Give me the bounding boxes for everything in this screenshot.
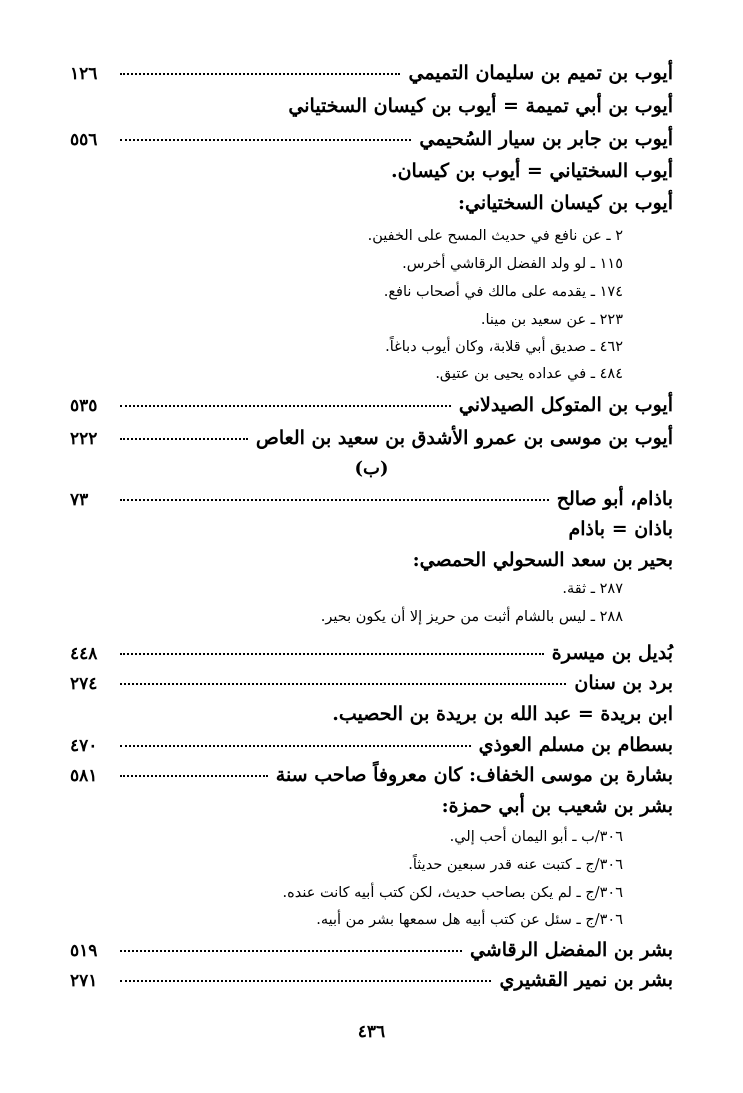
sub-entry: ١١٥ ـ لو ولد الفضل الرقاشي أخرس. xyxy=(402,256,623,272)
leader-dots xyxy=(120,653,544,655)
leader-dots xyxy=(120,775,268,777)
section-letter: (ب) xyxy=(354,458,389,479)
entry-name: برد بن سنان xyxy=(574,672,673,694)
sub-entry: ٤٨٤ ـ في عداده يحيى بن عتيق. xyxy=(435,366,623,382)
leader-dots xyxy=(120,438,248,440)
leader-dots xyxy=(120,405,451,407)
leader-dots xyxy=(120,950,462,952)
sub-entry: ٣٠٦/ج ـ لم يكن بصاحب حديث، لكن كتب أبيه كانت عنده. xyxy=(282,885,623,901)
entry-page: ٧٣ xyxy=(70,490,89,510)
index-entry xyxy=(70,128,673,150)
entry-name: أيوب بن موسى بن عمرو الأشدق بن سعيد بن العاص xyxy=(255,427,673,449)
entry-page: ٤٤٨ xyxy=(70,644,98,664)
entry-name: بشارة بن موسى الخفاف: كان معروفاً صاحب سنة xyxy=(275,764,673,786)
leader-dots xyxy=(120,745,471,747)
entry-page: ٥٨١ xyxy=(70,766,98,786)
index-entry xyxy=(70,549,673,571)
sub-entry: ٣٠٦/ج ـ كتبت عنه قدر سبعين حديثاً. xyxy=(408,857,623,873)
entry-page: ٥٣٥ xyxy=(70,396,98,416)
index-entry xyxy=(70,642,673,664)
index-entry xyxy=(70,160,673,182)
entry-name: أيوب بن المتوكل الصيدلاني xyxy=(458,394,673,416)
entry-name: ابن بريدة = عبد الله بن بريدة بن الحصيب. xyxy=(332,703,673,725)
entry-name: بسطام بن مسلم العوذي xyxy=(478,734,673,756)
leader-dots xyxy=(120,73,400,75)
entry-name: أيوب بن تميم بن سليمان التميمي xyxy=(408,62,673,84)
index-entry xyxy=(70,192,673,214)
entry-name: أيوب السختياني = أيوب بن كيسان. xyxy=(390,160,673,182)
index-entry xyxy=(70,734,673,756)
entry-name: بشر بن شعيب بن أبي حمزة: xyxy=(441,795,673,817)
index-entry xyxy=(70,394,673,416)
index-entry xyxy=(70,488,673,510)
entry-page: ٢٧٤ xyxy=(70,674,98,694)
entry-page: ٢٢٢ xyxy=(70,429,98,449)
index-entry xyxy=(70,969,673,991)
sub-entry: ٢٨٨ ـ ليس بالشام أثبت من حريز إلا أن يكون بحير. xyxy=(320,609,623,625)
index-entry xyxy=(70,795,673,817)
entry-name: بشر بن نمير القشيري xyxy=(499,969,673,991)
entry-name: أيوب بن أبي تميمة = أيوب بن كيسان السختياني xyxy=(288,95,673,117)
index-entry xyxy=(70,703,673,725)
index-entry xyxy=(70,939,673,961)
entry-name: بشر بن المفضل الرقاشي xyxy=(469,939,673,961)
sub-entry: ٢ ـ عن نافع في حديث المسح على الخفين. xyxy=(367,228,623,244)
index-entry xyxy=(70,672,673,694)
entry-name: باذان = باذام xyxy=(568,518,673,540)
sub-entry: ٢٢٣ ـ عن سعيد بن مينا. xyxy=(480,312,623,328)
index-entry xyxy=(70,764,673,786)
entry-page: ٤٧٠ xyxy=(70,736,98,756)
leader-dots xyxy=(120,980,491,982)
sub-entry: ٣٠٦/ج ـ سئل عن كتب أبيه هل سمعها بشر من أبيه. xyxy=(316,912,623,928)
sub-entry: ٤٦٢ ـ صديق أبي قلابة، وكان أيوب دباغاً. xyxy=(385,339,623,355)
index-entry xyxy=(70,427,673,449)
entry-name: أيوب بن كيسان السختياني: xyxy=(457,192,673,214)
entry-name: باذام، أبو صالح xyxy=(556,488,673,510)
sub-entry: ١٧٤ ـ يقدمه على مالك في أصحاب نافع. xyxy=(383,284,623,300)
leader-dots xyxy=(120,499,549,501)
page-number: ٤٣٦ xyxy=(357,1022,386,1042)
entry-page: ٢٧١ xyxy=(70,971,98,991)
entry-name: بُديل بن ميسرة xyxy=(551,642,673,664)
entry-page: ١٢٦ xyxy=(70,64,98,84)
leader-dots xyxy=(120,683,566,685)
entry-page: ٥٥٦ xyxy=(70,130,98,150)
entry-page: ٥١٩ xyxy=(70,941,98,961)
leader-dots xyxy=(120,139,411,141)
sub-entry: ٣٠٦/ب ـ أبو اليمان أحب إلي. xyxy=(449,829,623,845)
sub-entry: ٢٨٧ ـ ثقة. xyxy=(562,581,623,597)
entry-name: بحير بن سعد السحولي الحمصي: xyxy=(412,549,673,571)
index-entry xyxy=(70,518,673,540)
index-entry xyxy=(70,62,673,84)
index-entry xyxy=(70,95,673,117)
entry-name: أيوب بن جابر بن سيار السُحيمي xyxy=(419,128,673,150)
